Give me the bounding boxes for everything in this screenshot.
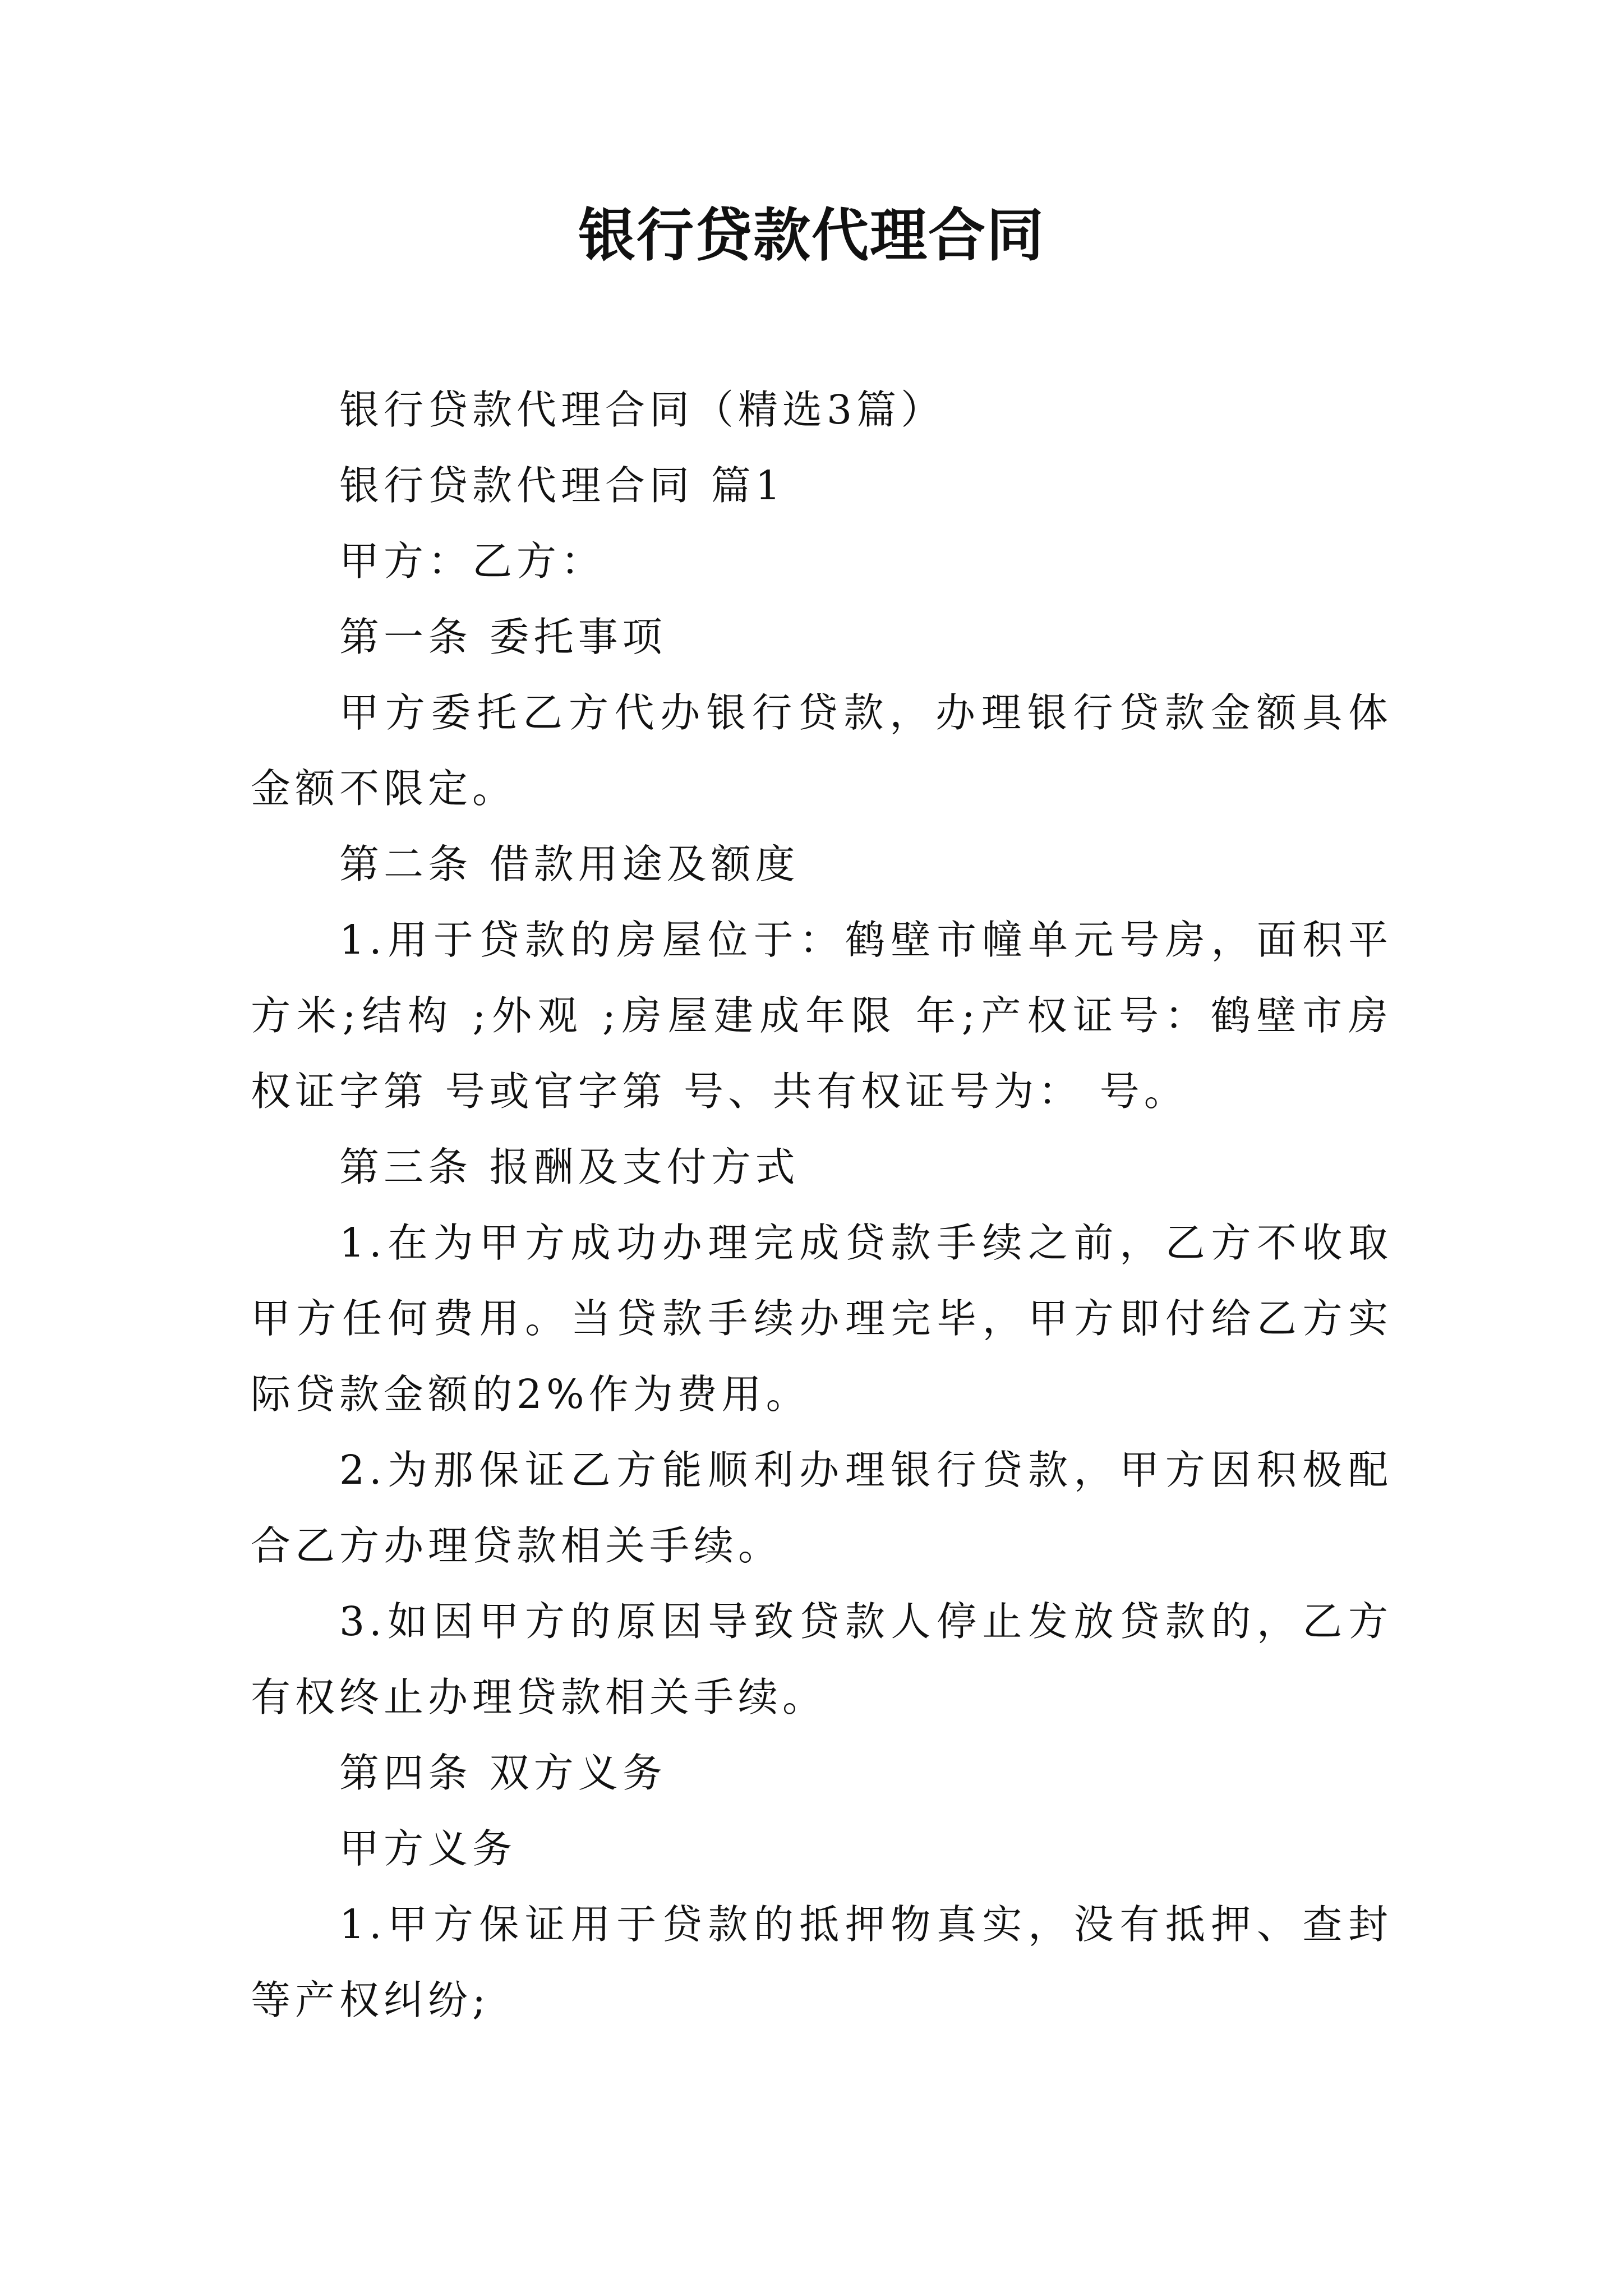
article-3-heading: 第三条 报酬及支付方式 — [339, 1144, 800, 1190]
article-3-item-1: 1.在为甲方成功办理完成贷款手续之前，乙方不收取甲方任何费用。当贷款手续办理完毕，甲方即付给乙方实际贷款金额的2%作为费用。 — [251, 1220, 1393, 1418]
paragraph-subtitle: 银行贷款代理合同（精选3篇） — [339, 386, 946, 433]
article-3-item-2: 2.为那保证乙方能顺利办理银行贷款，甲方因积极配合乙方办理贷款相关手续。 — [251, 1447, 1393, 1569]
paragraph-parties: 甲方：乙方： — [339, 538, 606, 585]
paragraph-part-heading: 银行贷款代理合同 篇1 — [339, 462, 785, 509]
article-1-heading: 第一条 委托事项 — [339, 614, 667, 660]
article-1-text: 甲方委托乙方代办银行贷款，办理银行贷款金额具体金额不限定。 — [251, 689, 1393, 812]
document-title: 银行贷款代理合同 — [578, 202, 1045, 269]
article-2-item-1: 1.用于贷款的房屋位于：鹤壁市幢单元号房，面积平方米;结构 ;外观 ;房屋建成年限 年;产权证号：鹤壁市房权证字第 号或官字第 号、共有权证号为： 号。 — [251, 917, 1393, 1115]
party-a-duties-heading: 甲方义务 — [339, 1825, 517, 1872]
article-4-heading: 第四条 双方义务 — [339, 1750, 667, 1796]
article-2-heading: 第二条 借款用途及额度 — [339, 841, 800, 887]
article-3-item-3: 3.如因甲方的原因导致贷款人停止发放贷款的，乙方有权终止办理贷款相关手续。 — [251, 1598, 1393, 1720]
party-a-duty-1: 1.甲方保证用于贷款的抵押物真实，没有抵押、查封等产权纠纷; — [251, 1901, 1393, 2023]
document-body — [251, 372, 1393, 2038]
